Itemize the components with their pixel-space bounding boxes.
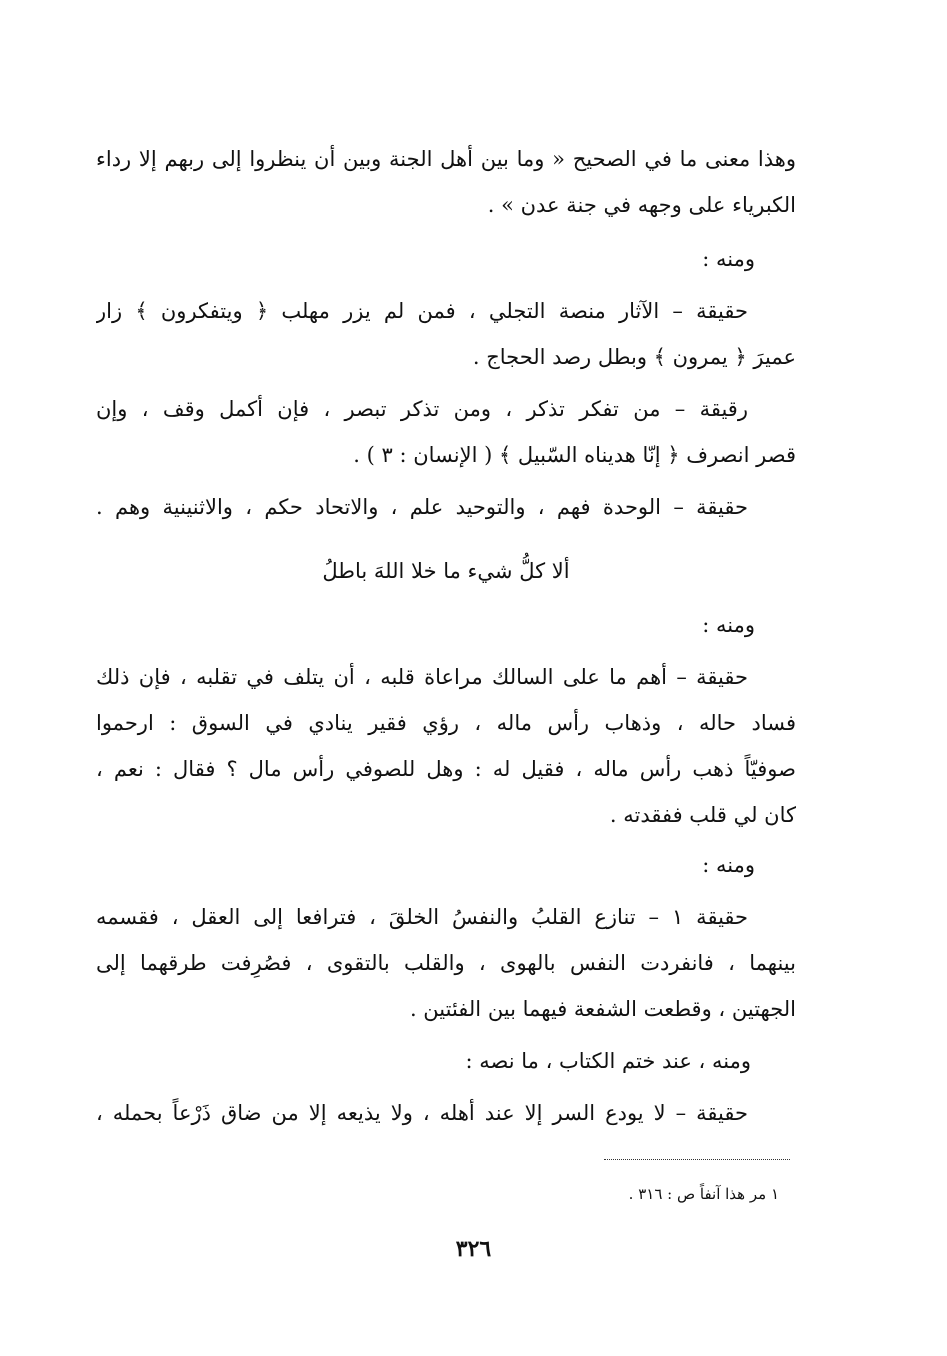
footnote: ١ مر هذا آنفاً ص : ٣١٦ .: [628, 1185, 779, 1203]
section-heading-minhu-1: ومنه :: [702, 247, 755, 271]
paragraph-4: [96, 484, 796, 530]
paragraph-6: [96, 894, 796, 1032]
paragraph-7: ومنه ، عند ختم الكتاب ، ما نصه :: [465, 1049, 751, 1073]
paragraph-1: [96, 136, 796, 228]
paragraph-6-line-2: بينهما ، فانفردت النفس بالهوى ، والقلب بالتقوى ، فصُرِفت طرقهما إلى: [96, 951, 796, 975]
poem-verse: ألا كلُّ شيء ما خلا اللهَ باطلُ: [322, 559, 570, 583]
paragraph-5-line-3: صوفيّاً ذهب رأس ماله ، فقيل له : وهل للصوفي رأس مال ؟ فقال : نعم ،: [96, 757, 796, 781]
paragraph-2: [96, 288, 796, 380]
paragraph-8-line-1: حقيقة – لا يودع السر إلا عند أهله ، ولا يذيعه إلا من ضاق ذَرْعاً بحمله ،: [96, 1101, 748, 1125]
paragraph-8: [96, 1090, 796, 1136]
paragraph-2-line-1: حقيقة – الآثار منصة التجلي ، فمن لم يزر مهلب ﴿ ويتفكرون ﴾ زار: [96, 299, 748, 323]
paragraph-3-line-1: رقيقة – من تفكر تذكر ، ومن تذكر تبصر ، فإن أكمل وقف ، وإن: [96, 397, 748, 421]
paragraph-1-line-2: الكبرياء على وجهه في جنة عدن » .: [487, 193, 796, 217]
page-number: ٣٢٦: [455, 1236, 492, 1262]
paragraph-3-line-2: قصر انصرف ﴿ إنّا هديناه السّبيل ﴾ ( الإنسان : ٣ ) .: [353, 443, 796, 467]
section-heading-minhu-3: ومنه :: [702, 853, 755, 877]
paragraph-5-line-2: فساد حاله ، وذهاب رأس ماله ، رؤي فقير ينادي في السوق : ارحموا: [96, 711, 796, 735]
paragraph-5: [96, 654, 796, 838]
paragraph-6-line-1: حقيقة ١ – تنازع القلبُ والنفسُ الخلقَ ، فترافعا إلى العقل ، فقسمه: [96, 905, 749, 929]
paragraph-3: [96, 386, 796, 478]
paragraph-5-line-1: حقيقة – أهم ما على السالك مراعاة قلبه ، أن يتلف في تقلبه ، فإن ذلك: [96, 665, 748, 689]
section-heading-minhu-2: ومنه :: [702, 613, 755, 637]
paragraph-4-line-1: حقيقة – الوحدة فهم ، والتوحيد علم ، والاتحاد حكم ، والاثنينية وهم .: [96, 495, 748, 519]
footnote-separator: [604, 1159, 790, 1160]
paragraph-2-line-2: عميرَ ﴿ يمرون ﴾ وبطل رصد الحجاج .: [472, 345, 796, 369]
paragraph-1-line-1: وهذا معنى ما في الصحيح « وما بين أهل الجنة وبين أن ينظروا إلى ربهم إلا رداء: [96, 147, 796, 171]
paragraph-5-line-4: كان لي قلب ففقدته .: [609, 803, 796, 827]
paragraph-6-line-3: الجهتين ، وقطعت الشفعة فيهما بين الفئتين .: [409, 997, 796, 1021]
